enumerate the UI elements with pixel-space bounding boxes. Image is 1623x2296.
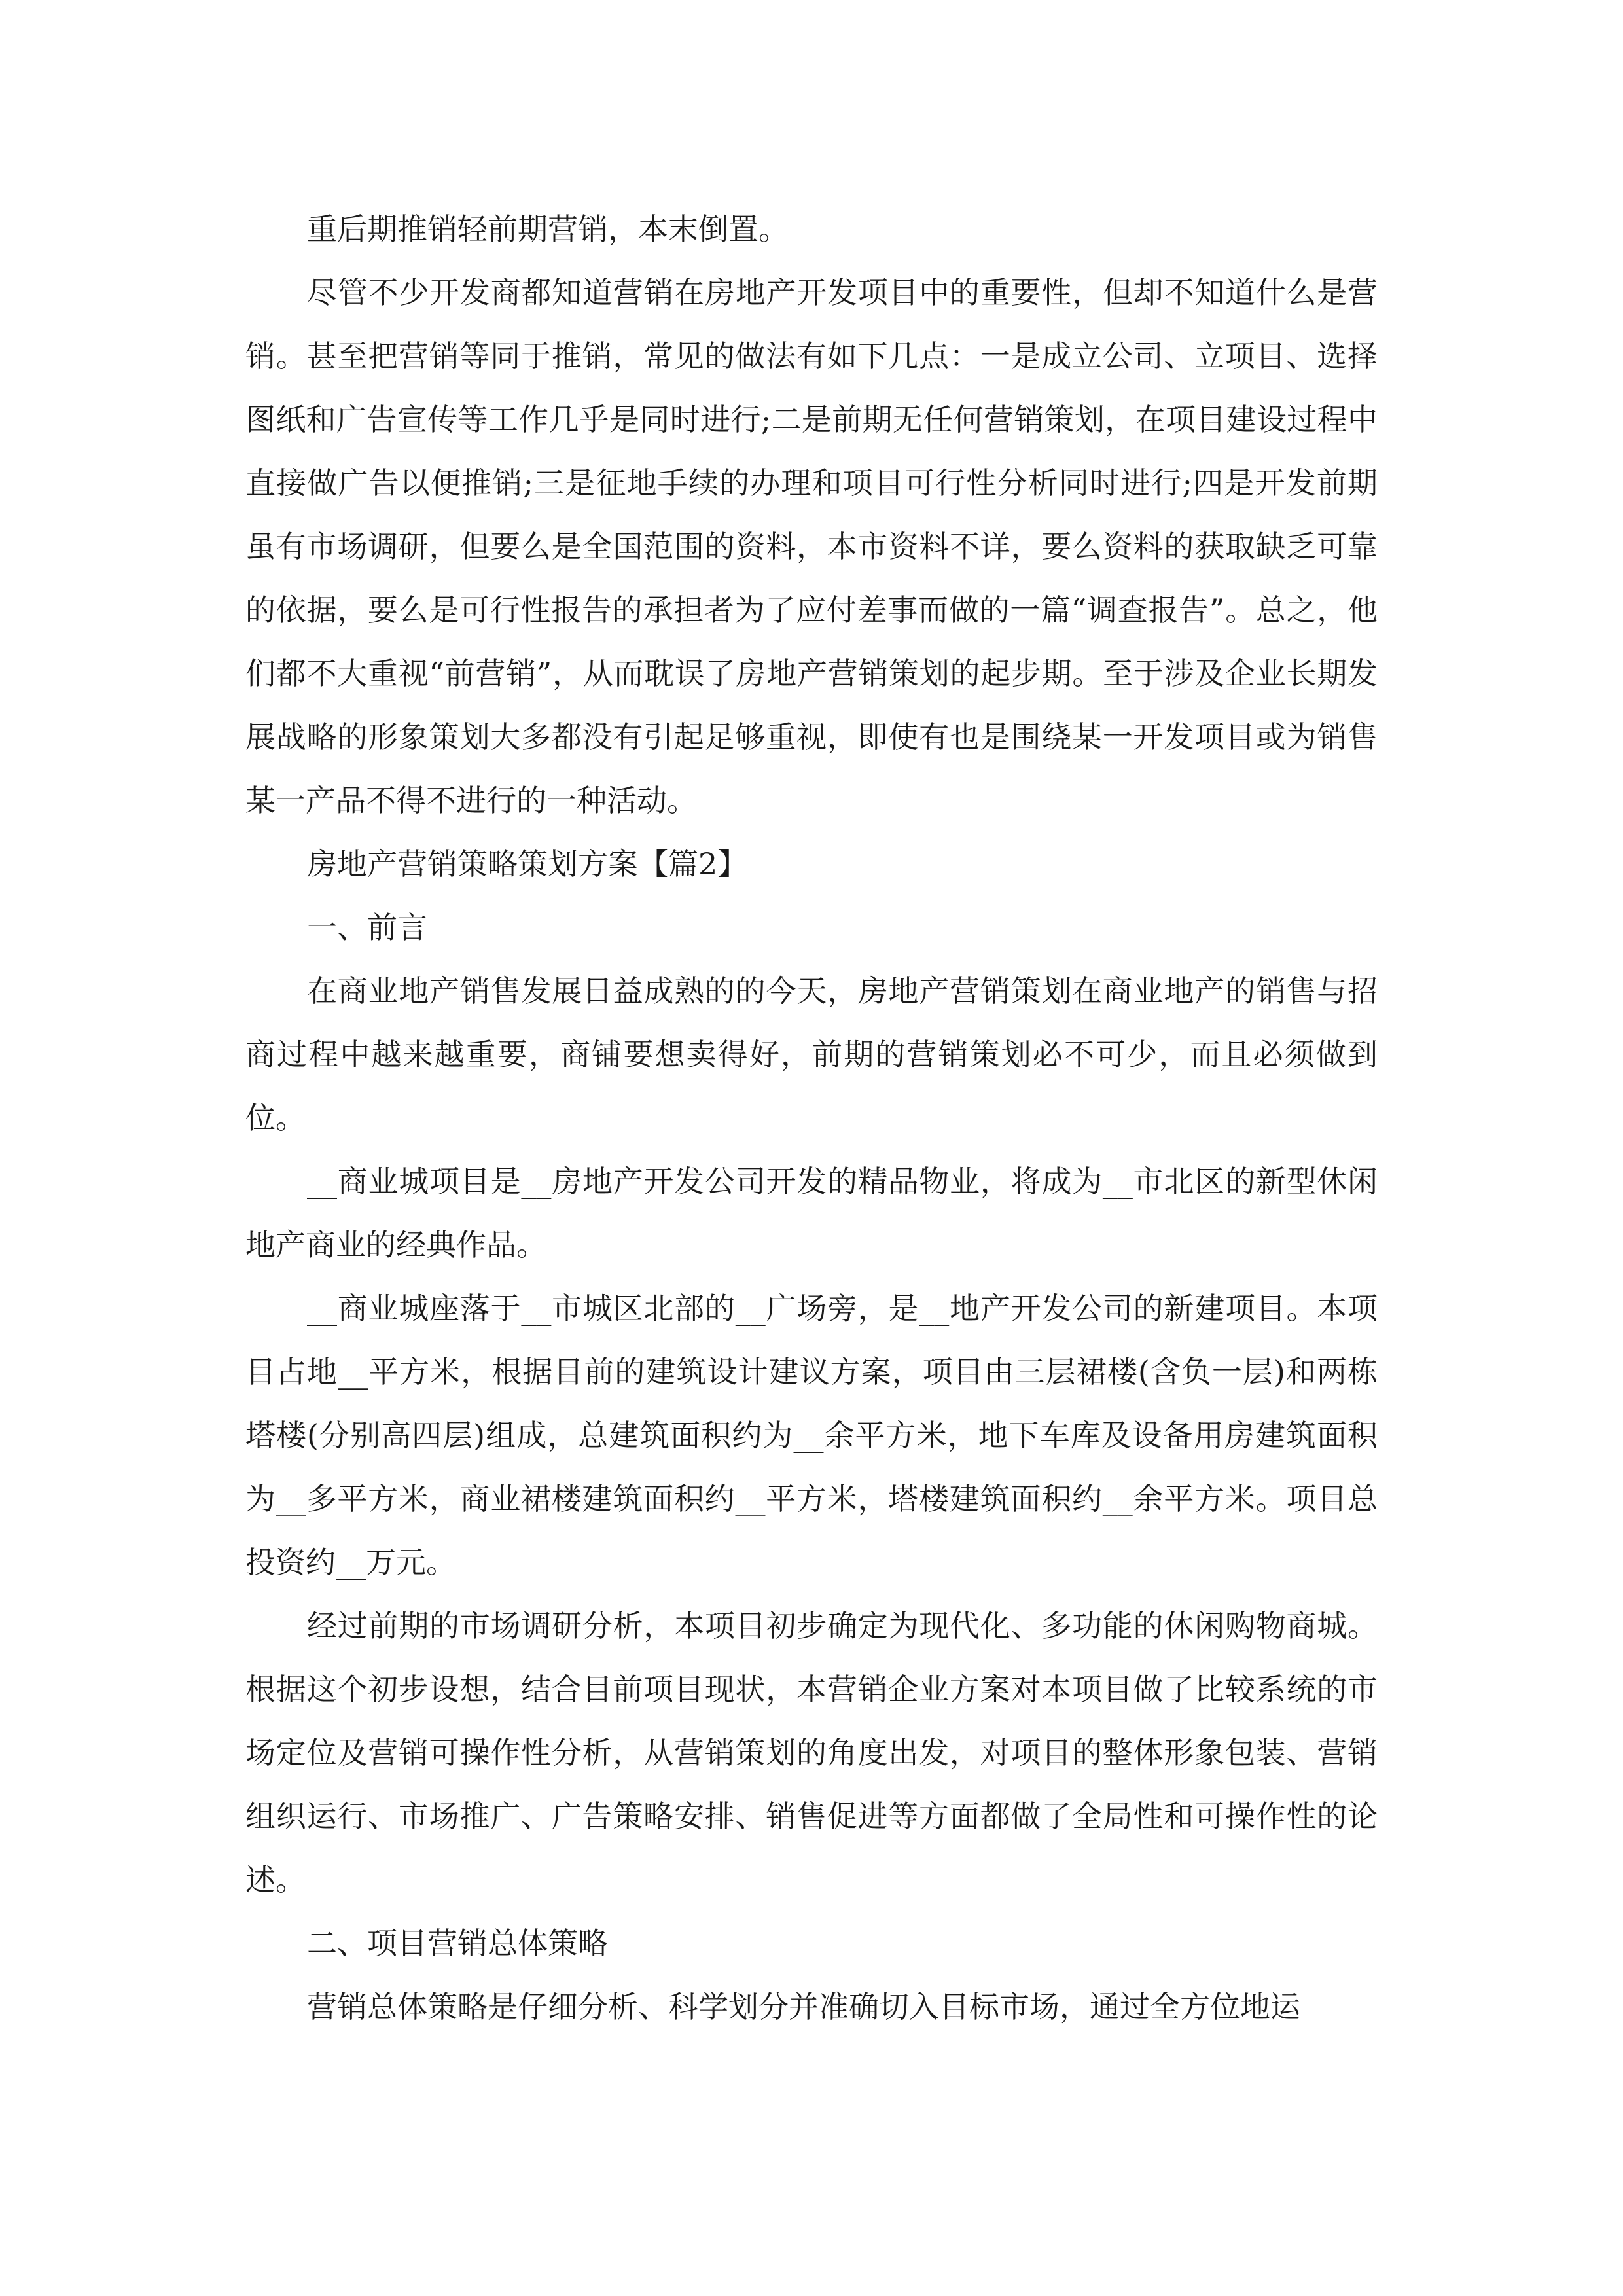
heading-overall-strategy: 二、项目营销总体策略 [307,1926,608,1961]
paragraph-project-intro: __商业城项目是__房地产开发公司开发的精品物业，将成为__市北区的新型休闲地产商业的经典作品。 [245,1164,1378,1263]
document-body [245,198,1378,2039]
section-title-part2: 房地产营销策略策划方案【篇2】 [307,846,748,882]
paragraph-marketing-issues: 尽管不少开发商都知道营销在房地产开发项目中的重要性，但却不知道什么是营销。甚至把营销等同于推销，常见的做法有如下几点：一是成立公司、立项目、选择图纸和广告宣传等工作几乎是同时进行;二是前期无任何营销策划，在项目建设过程中直接做广告以便推销;三是征地手续的办理和项目可行性分析同时进行;四是开发前期虽有市场调研，但要么是全国范围的资料，本市资料不详，要么资料的获取缺乏可靠的依据，要么是可行性报告的承担者为了应付差事而做的一篇“调查报告”。总之，他们都不大重视“前营销”，从而耽误了房地产营销策划的起步期。至于涉及企业长期发展战略的形象策划大多都没有引起足够重视，即使有也是围绕某一开发项目或为销售某一产品不得不进行的一种活动。 [245,275,1378,818]
paragraph-project-details: __商业城座落于__市城区北部的__广场旁，是__地产开发公司的新建项目。本项目占地__平方米，根据目前的建筑设计建议方案，项目由三层裙楼(含负一层)和两栋塔楼(分别高四层)组成，总建筑面积约为__余平方米，地下车库及设备用房建筑面积为__多平方米，商业裙楼建筑面积约__平方米，塔楼建筑面积约__余平方米。项目总投资约__万元。 [245,1291,1378,1580]
paragraph-preface-body: 在商业地产销售发展日益成熟的的今天，房地产营销策划在商业地产的销售与招商过程中越来越重要，商铺要想卖得好，前期的营销策划必不可少，而且必须做到位。 [245,973,1378,1136]
heading-preface: 一、前言 [307,910,427,945]
paragraph-strategy-body: 营销总体策略是仔细分析、科学划分并准确切入目标市场，通过全方位地运 [307,1989,1300,2024]
paragraph-intro-conclusion: 重后期推销轻前期营销，本末倒置。 [307,211,789,247]
paragraph-market-research: 经过前期的市场调研分析，本项目初步确定为现代化、多功能的休闲购物商城。根据这个初步设想，结合目前项目现状，本营销企业方案对本项目做了比较系统的市场定位及营销可操作性分析，从营销策划的角度出发，对项目的整体形象包装、营销组织运行、市场推广、广告策略安排、销售促进等方面都做了全局性和可操作性的论述。 [245,1608,1378,1897]
